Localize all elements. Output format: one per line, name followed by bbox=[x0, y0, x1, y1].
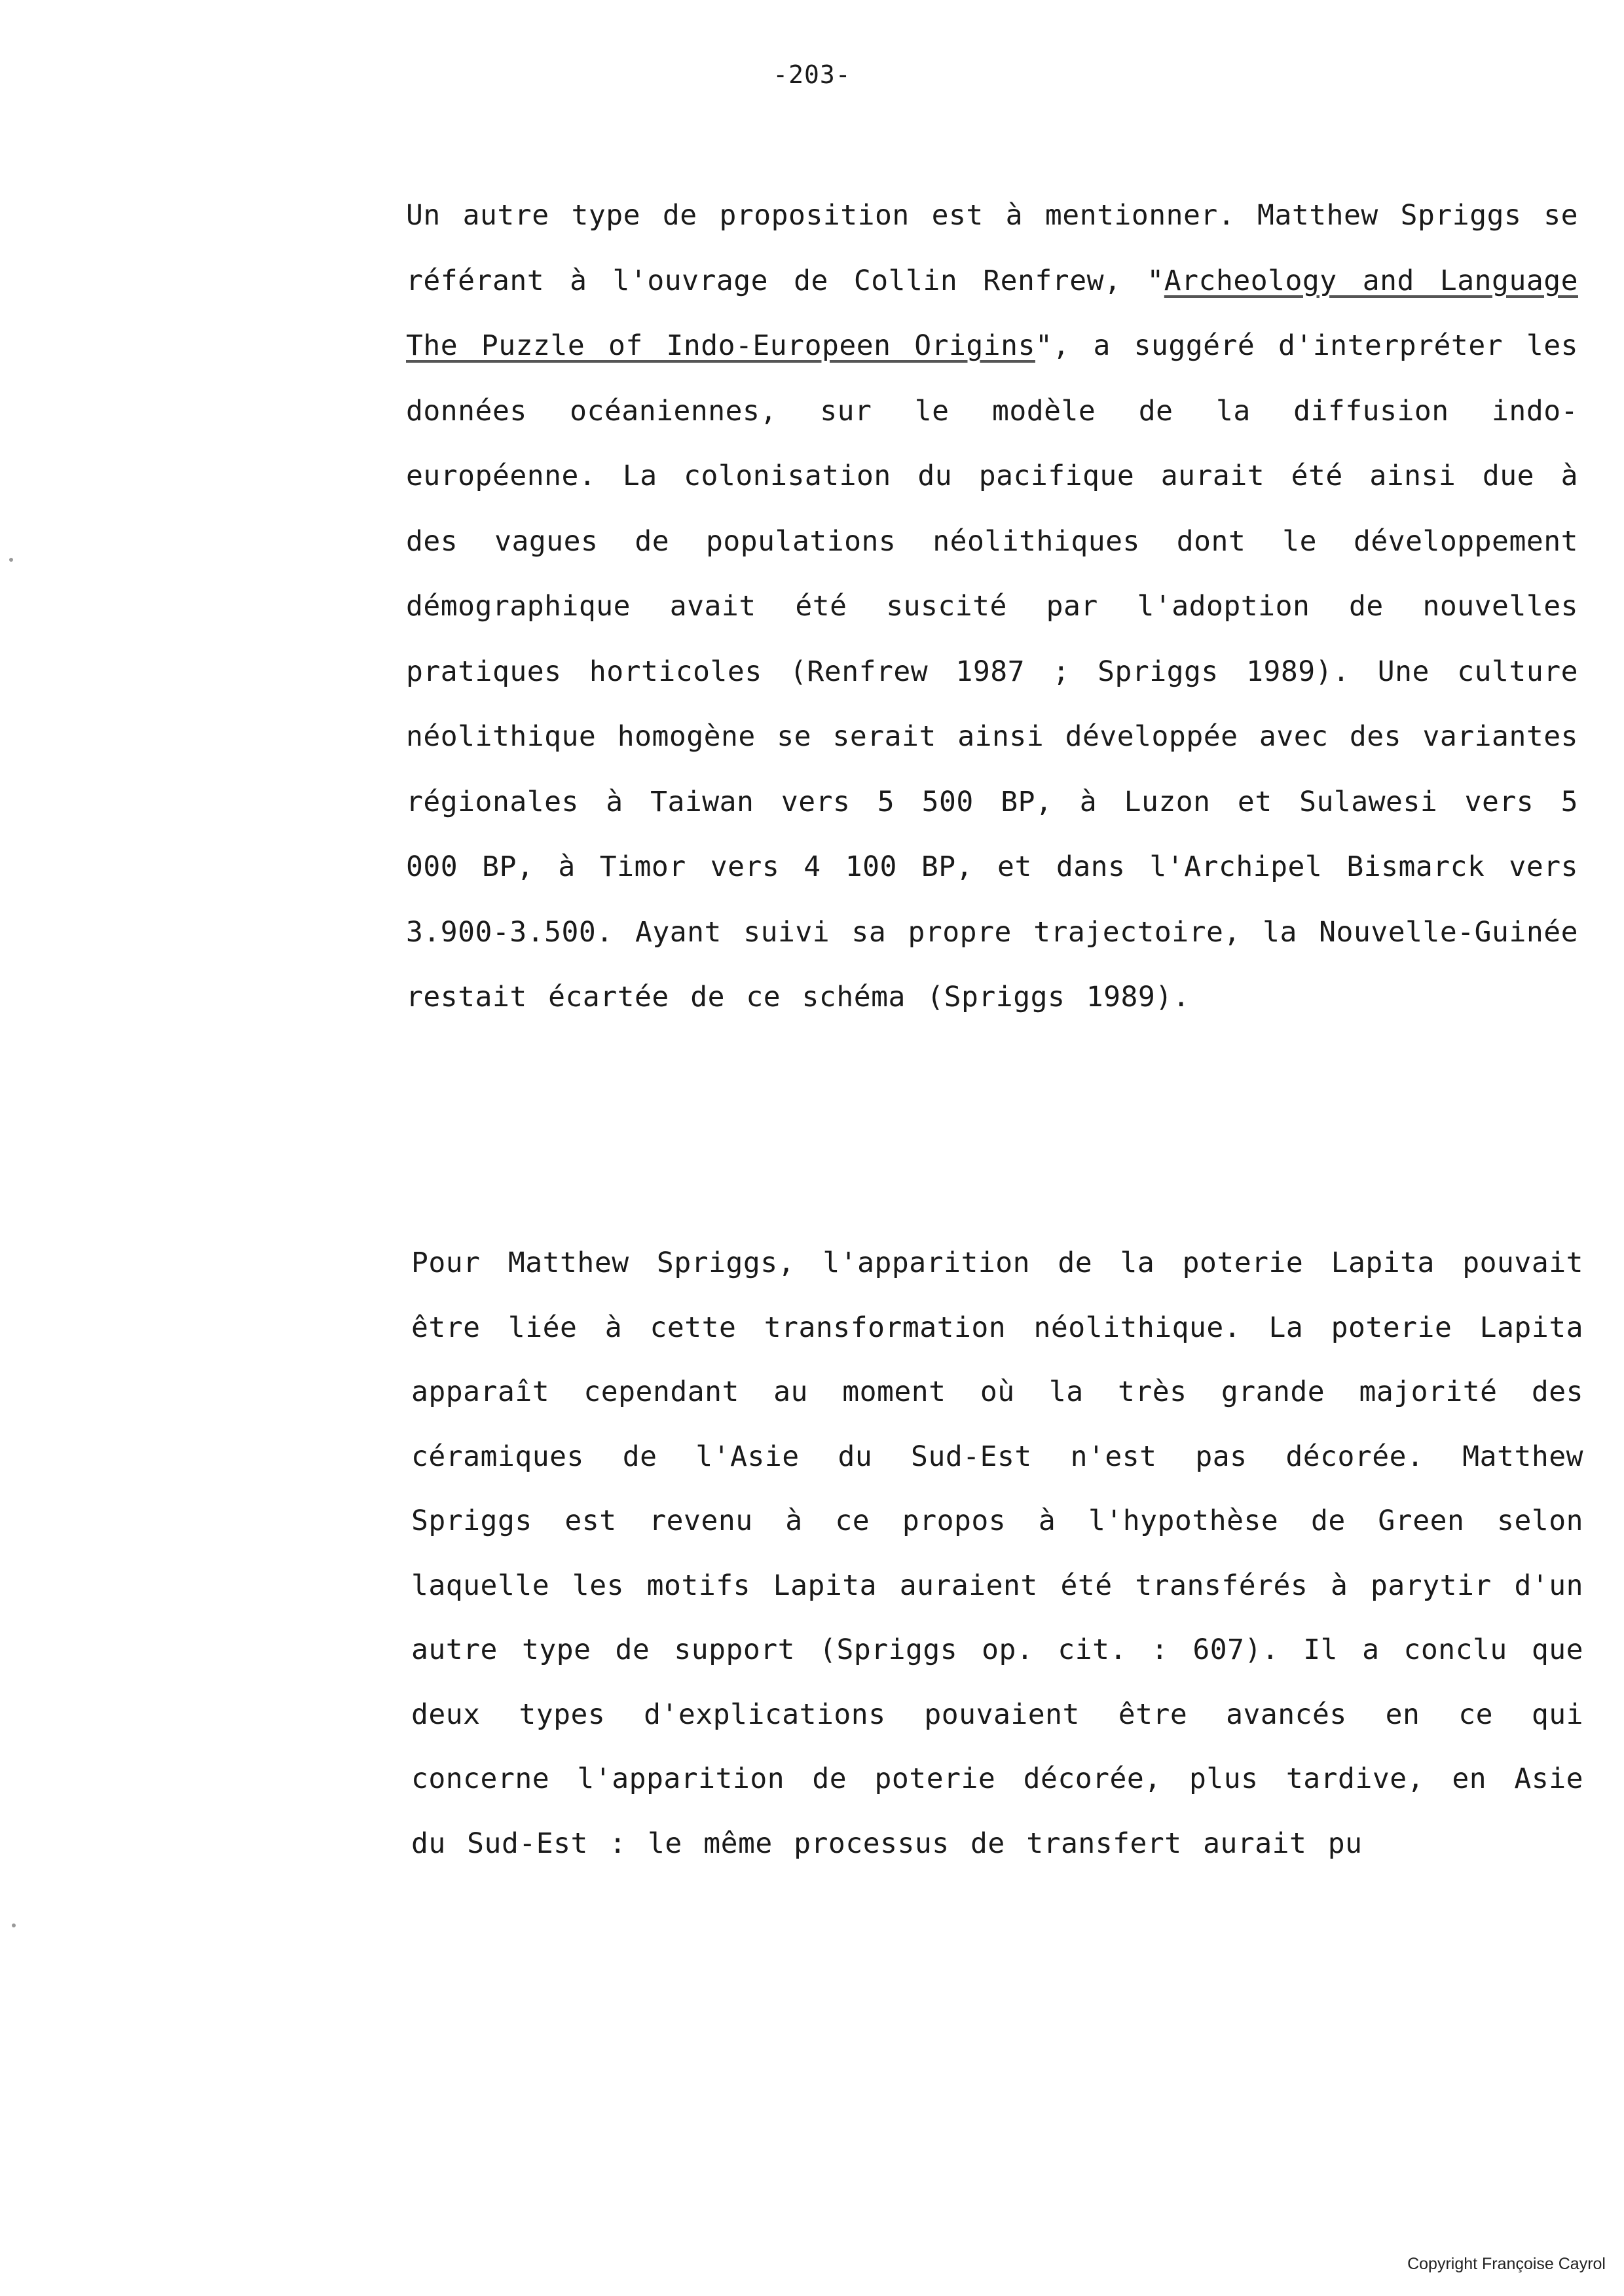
body-paragraph-2: Pour Matthew Spriggs, l'apparition de la poterie Lapita pouvait être liée à cette transformation néolithique. La poterie Lapita apparaît cependant au moment où la très grande majorité des céramiques de l'Asie du Sud-Est n'est pas décorée. Matthew Spriggs est revenu à ce propos à l'hypothèse de Green selon laquelle les motifs Lapita auraient été transférés à parytir d'un autre type de support (Spriggs op. cit. : 607). Il a conclu que deux types d'explications pouvaient être avancés en ce qui concerne l'apparition de poterie décorée, plus tardive, en Asie du Sud-Est : le même processus de transfert aurait pu bbox=[411, 1247, 1583, 1860]
paragraph-text-before-title: Un autre type de proposition est à mentionner. Matthew Spriggs se référant à l'ouvrage de Collin Renfrew, " bbox=[406, 199, 1578, 297]
body-paragraph-1 bbox=[406, 183, 1578, 1030]
paragraph-text-after-title: ", a suggéré d'interpréter les données océaniennes, sur le modèle de la diffusion indo-européenne. La colonisation du pacifique aurait été ainsi due à des vagues de populations néolithiques dont le développement démographique avait été suscité par l'adoption de nouvelles pratiques horticoles (Renfrew 1987 ; Spriggs 1989). Une culture néolithique homogène se serait ainsi développée avec des variantes régionales à Taiwan vers 5 500 BP, à Luzon et Sulawesi vers 5 000 BP, à Timor vers 4 100 BP, et dans l'Archipel Bismarck vers 3.900-3.500. Ayant suivi sa propre trajectoire, la Nouvelle-Guinée restait écartée de ce schéma (Spriggs 1989). bbox=[406, 329, 1578, 1013]
page-number: -203- bbox=[773, 60, 851, 89]
scan-speck bbox=[12, 1923, 16, 1927]
scan-speck bbox=[9, 558, 13, 562]
book-title-reference: Archeology and Language The Puzzle of Indo-Europeen Origins bbox=[406, 264, 1578, 362]
copyright-notice: Copyright Françoise Cayrol bbox=[1407, 2255, 1606, 2273]
